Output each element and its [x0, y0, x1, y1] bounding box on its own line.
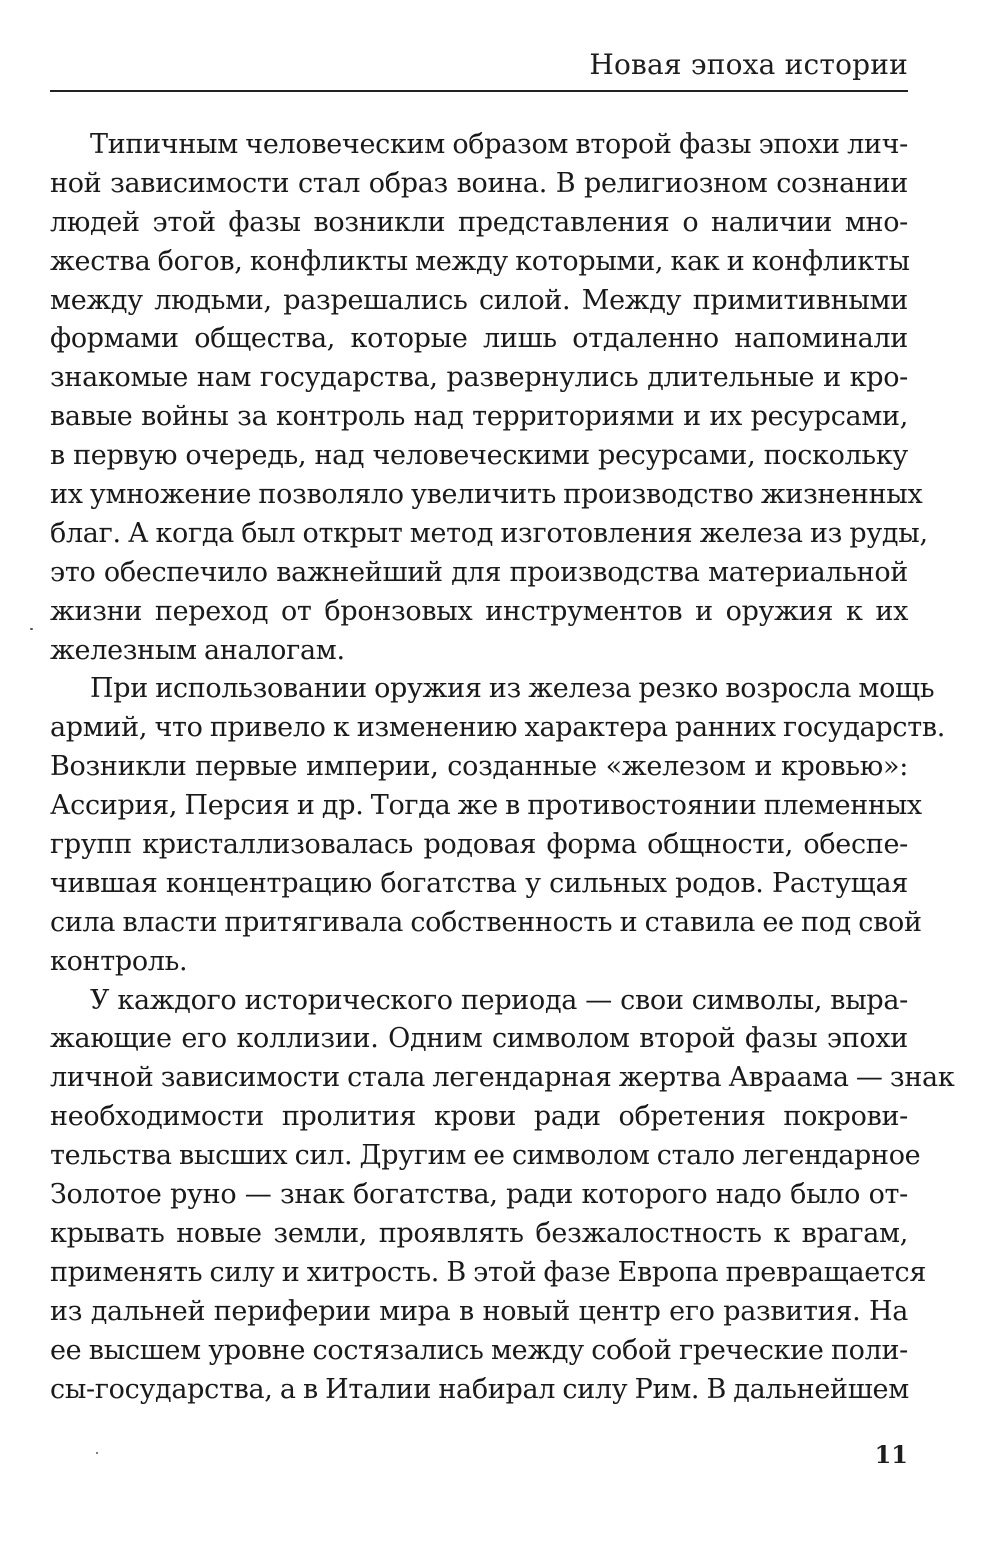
- text-line: контроль.: [50, 945, 188, 977]
- paragraph-2: [50, 670, 946, 981]
- text-line: личной зависимости стала легендарная жертва Авраама — знак: [50, 1062, 955, 1094]
- text-line: Ассирия, Персия и др. Тогда же в противостоянии племенных: [50, 790, 922, 822]
- text-line: Типичным человеческим образом второй фазы эпохи лич-: [90, 129, 908, 160]
- text-line: их умножение позволяло увеличить производство жизненных: [50, 479, 923, 511]
- text-line: ной зависимости стал образ воина. В религиозном сознании: [50, 167, 908, 199]
- text-line: знакомые нам государства, развернулись длительные и кро-: [50, 362, 908, 394]
- text-line: У каждого исторического периода — свои символы, выра-: [90, 984, 908, 1016]
- text-line: ее высшем уровне состязались между собой греческие поли-: [50, 1334, 908, 1366]
- text-line: жества богов, конфликты между которыми, как и конфликты: [50, 245, 910, 277]
- body-text: [50, 126, 955, 1409]
- page-number: 11: [874, 1440, 908, 1469]
- text-line: между людьми, разрешались силой. Между примитивными: [50, 284, 908, 316]
- text-line: групп кристаллизовалась родовая форма общности, обеспе-: [50, 829, 908, 861]
- text-line: применять силу и хитрость. В этой фазе Европа превращается: [50, 1256, 927, 1288]
- paragraph-1: [50, 126, 928, 670]
- text-line: жающие его коллизии. Одним символом второй фазы эпохи: [50, 1023, 908, 1055]
- text-line: благ. А когда был открыт метод изготовления железа из руды,: [50, 517, 928, 549]
- text-line: сы-государства, а в Италии набирал силу Рим. В дальнейшем: [50, 1373, 909, 1405]
- text-line: сила власти притягивала собственность и ставила ее под свой: [50, 906, 922, 938]
- text-line: армий, что привело к изменению характера ранних государств.: [50, 712, 946, 744]
- text-line: вавые войны за контроль над территориями и их ресурсами,: [50, 401, 908, 433]
- text-line: формами общества, которые лишь отдаленно напоминали: [50, 323, 908, 355]
- text-line: это обеспечило важнейший для производства материальной: [50, 556, 908, 588]
- text-line: крывать новые земли, проявлять безжалостность к врагам,: [50, 1217, 908, 1249]
- paragraph-3: [50, 982, 955, 1410]
- text-line: тельства высших сил. Другим ее символом стало легендарное: [50, 1140, 921, 1172]
- scan-speck: [96, 1452, 98, 1454]
- text-line: в первую очередь, над человеческими ресурсами, поскольку: [50, 440, 908, 472]
- text-line: людей этой фазы возникли представления о наличии мно-: [50, 206, 908, 238]
- text-line: жизни переход от бронзовых инструментов и оружия к их: [50, 595, 908, 627]
- text-line: При использовании оружия из железа резко возросла мощь: [90, 673, 935, 705]
- text-line: железным аналогам.: [50, 634, 345, 666]
- text-line: Возникли первые империи, созданные «железом и кровью»:: [50, 751, 908, 783]
- text-line: Золотое руно — знак богатства, ради которого надо было от-: [50, 1179, 908, 1211]
- running-title: Новая эпоха истории: [589, 48, 908, 81]
- running-header: [50, 44, 908, 92]
- text-line: необходимости пролития крови ради обретения покрови-: [50, 1101, 908, 1133]
- text-line: чившая концентрацию богатства у сильных родов. Растущая: [50, 867, 908, 899]
- scan-speck: [30, 628, 33, 630]
- text-line: из дальней периферии мира в новый центр его развития. На: [50, 1295, 908, 1327]
